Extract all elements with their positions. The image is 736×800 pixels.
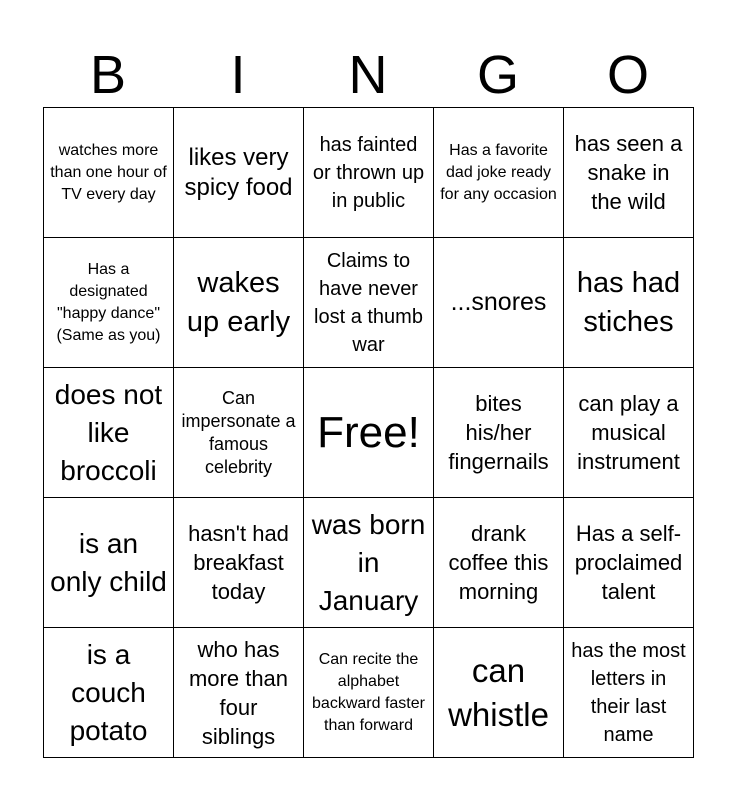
bingo-card-grid bbox=[43, 107, 694, 758]
cell-text: has fainted or thrown up in public bbox=[312, 133, 425, 212]
bingo-cell[interactable] bbox=[174, 498, 304, 628]
cell-text: drank coffee this morning bbox=[448, 521, 549, 604]
bingo-cell[interactable] bbox=[174, 238, 304, 368]
bingo-header bbox=[43, 42, 693, 108]
cell-text: Has a favorite dad joke ready for any occasion bbox=[440, 141, 557, 203]
bingo-cell[interactable] bbox=[304, 108, 434, 238]
bingo-cell[interactable] bbox=[174, 368, 304, 498]
bingo-cell[interactable] bbox=[44, 238, 174, 368]
bingo-cell[interactable] bbox=[44, 108, 174, 238]
bingo-cell[interactable] bbox=[434, 368, 564, 498]
free-space-cell[interactable] bbox=[304, 368, 434, 498]
bingo-cell[interactable] bbox=[44, 498, 174, 628]
bingo-cell[interactable] bbox=[434, 628, 564, 758]
bingo-cell[interactable] bbox=[564, 238, 694, 368]
bingo-cell[interactable] bbox=[174, 628, 304, 758]
bingo-cell[interactable] bbox=[564, 628, 694, 758]
cell-text: Can recite the alphabet backward faster than forward bbox=[312, 650, 425, 734]
cell-text: can play a musical instrument bbox=[577, 391, 680, 474]
header-letter-b: B bbox=[89, 45, 127, 105]
header-letter-n: N bbox=[348, 45, 388, 105]
cell-text: likes very spicy food bbox=[184, 143, 293, 201]
bingo-cell[interactable] bbox=[434, 238, 564, 368]
free-space-text: Free! bbox=[317, 407, 420, 457]
cell-text: Has a designated "happy dance"(Same as you) bbox=[56, 260, 161, 344]
cell-text: bites his/her fingernails bbox=[448, 391, 549, 474]
bingo-cell[interactable] bbox=[434, 498, 564, 628]
bingo-cell[interactable] bbox=[304, 498, 434, 628]
bingo-cell[interactable] bbox=[304, 238, 434, 368]
cell-text: ...snores bbox=[450, 288, 547, 316]
cell-text: Has a self-proclaimed talent bbox=[574, 521, 683, 604]
cell-text: Claims to have never lost a thumb war bbox=[314, 249, 423, 356]
bingo-cell[interactable] bbox=[564, 498, 694, 628]
header-letter-g: G bbox=[476, 45, 519, 105]
cell-text: hasn't had breakfast today bbox=[188, 521, 289, 604]
cell-text: is an only child bbox=[50, 527, 167, 597]
cell-text: who has more than four siblings bbox=[188, 636, 289, 749]
bingo-cell[interactable] bbox=[44, 368, 174, 498]
cell-text: has seen a snake in the wild bbox=[574, 131, 683, 214]
cell-text: can whistle bbox=[448, 651, 549, 733]
cell-text: has the most letters in their last name bbox=[571, 639, 686, 746]
bingo-cell[interactable] bbox=[564, 108, 694, 238]
bingo-cell[interactable] bbox=[564, 368, 694, 498]
bingo-cell[interactable] bbox=[44, 628, 174, 758]
bingo-cell[interactable] bbox=[304, 628, 434, 758]
cell-text: is a couch potato bbox=[69, 638, 148, 746]
cell-text: does not like broccoli bbox=[54, 378, 163, 486]
cell-text: wakes up early bbox=[186, 266, 291, 338]
cell-text: has had stiches bbox=[576, 266, 681, 338]
cell-text: Can impersonate a famous celebrity bbox=[181, 387, 296, 477]
cell-text: watches more than one hour of TV every day bbox=[50, 141, 167, 203]
bingo-cell[interactable] bbox=[434, 108, 564, 238]
cell-text: was born in January bbox=[311, 508, 426, 616]
bingo-cell[interactable] bbox=[174, 108, 304, 238]
header-letter-o: O bbox=[606, 45, 649, 105]
header-letter-i: I bbox=[230, 45, 246, 105]
